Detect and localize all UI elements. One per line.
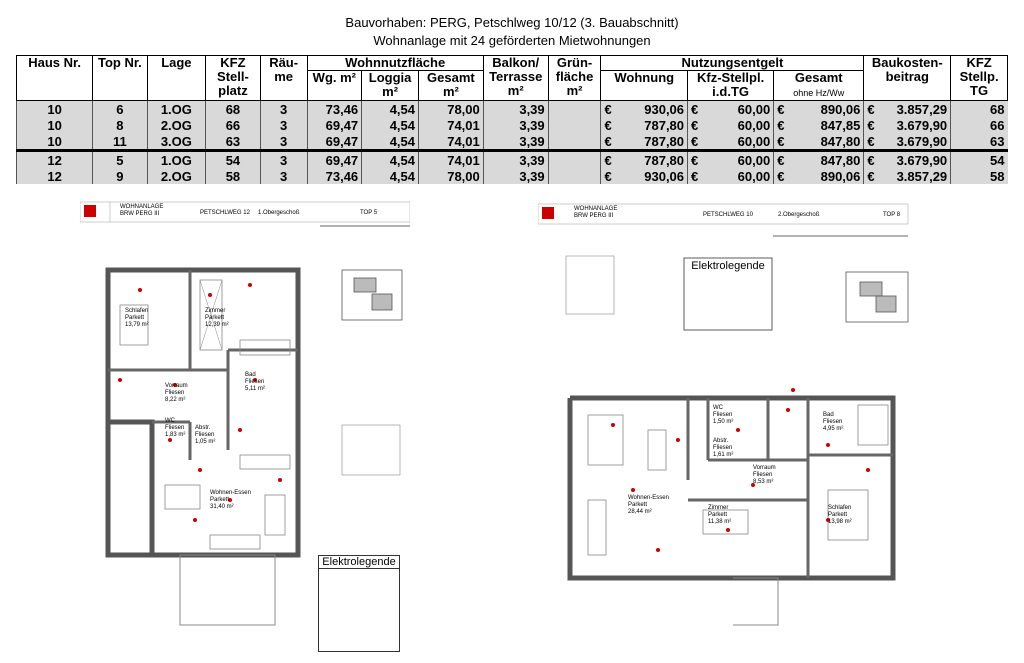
cell-raeume xyxy=(260,151,307,169)
right-plan-title: WOHNANLAGE xyxy=(574,206,618,212)
right-legend-title: Elektrolegende xyxy=(691,260,765,272)
room-sub: Parkett xyxy=(628,502,648,508)
cell-kfz-tg xyxy=(688,101,774,118)
room-sub: Fliesen xyxy=(753,472,773,478)
cell-lage xyxy=(147,151,206,169)
cell-raeume xyxy=(260,101,307,118)
cell-value: 4,54 xyxy=(389,152,415,168)
room-area: 13,79 m² xyxy=(125,322,149,328)
cell-gesamt xyxy=(419,117,484,133)
room-area: 5,11 m² xyxy=(245,386,265,392)
room-name: Abstr. xyxy=(713,438,729,444)
cell-balkon xyxy=(483,151,548,169)
room-area: 13,98 m² xyxy=(828,519,852,525)
cell-gesamt xyxy=(419,133,484,151)
room-area: 8,22 m² xyxy=(165,397,186,403)
euro-sign: € xyxy=(604,117,612,133)
col-balkon: Balkon/ Terrasse m² xyxy=(483,56,548,101)
col-raeume: Räu- me xyxy=(260,56,307,101)
room-area: 12,39 m² xyxy=(205,322,229,328)
cell-value: 930,06 xyxy=(644,168,685,184)
room-label xyxy=(210,490,251,511)
cell-kfz xyxy=(206,168,261,184)
left-elektrolegende xyxy=(318,555,400,652)
col-kfz-tg: KFZ Stellp. TG xyxy=(951,56,1008,101)
cell-balkon xyxy=(483,117,548,133)
euro-sign: € xyxy=(604,168,612,184)
euro-sign: € xyxy=(604,152,612,168)
cell-top xyxy=(93,117,147,133)
cell-loggia xyxy=(362,133,419,151)
euro-sign: € xyxy=(691,101,699,117)
cell-value: 930,06 xyxy=(644,101,685,117)
cell-value: 3,39 xyxy=(519,152,545,168)
euro-sign: € xyxy=(867,101,875,117)
cell-value: 4,54 xyxy=(389,117,415,133)
euro-sign: € xyxy=(867,152,875,168)
room-sub: Fliesen xyxy=(823,419,843,425)
room-label xyxy=(753,465,776,486)
cell-value: 54 xyxy=(990,152,1005,168)
euro-sign: € xyxy=(604,133,612,149)
table-row xyxy=(17,117,1008,133)
floor-plan-left xyxy=(80,200,410,655)
cell-value: 10 xyxy=(47,101,62,117)
cell-wohnung xyxy=(601,133,688,151)
room-label xyxy=(205,308,229,329)
cell-value: 3,39 xyxy=(519,168,545,184)
cell-value: 66 xyxy=(225,117,241,133)
cell-wohnung xyxy=(601,101,688,118)
cell-value: 847,80 xyxy=(820,152,861,168)
table-row xyxy=(17,101,1008,118)
cell-value: 3.679,90 xyxy=(896,133,948,149)
cell-value: 60,00 xyxy=(737,168,771,184)
room-area: 1,50 m² xyxy=(713,419,734,425)
euro-sign: € xyxy=(867,133,875,149)
cell-value: 787,80 xyxy=(644,117,685,133)
right-plan-sub: BRW PERG III xyxy=(574,213,614,219)
cell-wohnung xyxy=(601,117,688,133)
table-row xyxy=(17,168,1008,184)
cell-top xyxy=(93,101,147,118)
cell-gesamt-ne xyxy=(774,117,864,133)
cell-kfz-stellp xyxy=(951,151,1008,169)
cell-value: 58 xyxy=(990,168,1005,184)
cell-value: 787,80 xyxy=(644,152,685,168)
cell-baukosten xyxy=(864,117,951,133)
cell-value: 3.857,29 xyxy=(896,168,948,184)
cell-gruen xyxy=(548,168,601,184)
cell-value: 11 xyxy=(113,133,127,149)
cell-haus xyxy=(17,117,93,133)
cell-value: 3 xyxy=(280,133,288,149)
cell-value: 78,00 xyxy=(447,101,480,117)
units-table xyxy=(16,55,1008,184)
euro-sign: € xyxy=(777,133,785,149)
cell-value: 847,80 xyxy=(820,133,861,149)
cell-value: 3 xyxy=(280,117,288,133)
room-sub: Parkett xyxy=(125,315,145,321)
cell-loggia xyxy=(362,101,419,118)
cell-kfz-tg xyxy=(688,151,774,169)
cell-value: 5 xyxy=(116,152,124,168)
cell-value: 69,47 xyxy=(325,117,359,133)
cell-value: 63 xyxy=(990,133,1005,149)
room-area: 1,61 m² xyxy=(713,452,734,458)
left-plan-street: PETSCHLWEG 12 xyxy=(200,210,250,216)
cell-loggia xyxy=(362,117,419,133)
cell-kfz-stellp xyxy=(951,133,1008,151)
cell-value: 54 xyxy=(225,152,241,168)
cell-value: 10 xyxy=(47,133,62,149)
cell-value: 74,01 xyxy=(447,133,480,149)
euro-sign: € xyxy=(867,117,875,133)
cell-wohnung xyxy=(601,151,688,169)
cell-value: 60,00 xyxy=(737,101,771,117)
cell-gesamt-ne xyxy=(774,151,864,169)
room-name: Zimmer xyxy=(708,505,729,511)
room-area: 28,44 m² xyxy=(628,509,652,515)
room-name: WC xyxy=(713,405,723,411)
euro-sign: € xyxy=(777,117,785,133)
cell-value: 74,01 xyxy=(447,152,480,168)
cell-value: 847,85 xyxy=(820,117,861,133)
cell-gesamt xyxy=(419,151,484,169)
cell-wg xyxy=(307,101,362,118)
cell-value: 58 xyxy=(225,168,241,184)
room-label xyxy=(708,505,731,526)
cell-kfz-stellp xyxy=(951,101,1008,118)
col-kfz-stellpl: Kfz-Stellpl. i.d.TG xyxy=(688,71,774,101)
euro-sign: € xyxy=(777,152,785,168)
cell-baukosten xyxy=(864,168,951,184)
table-row xyxy=(17,151,1008,169)
cell-wg xyxy=(307,168,362,184)
cell-top xyxy=(93,168,147,184)
room-sub: Parkett xyxy=(210,497,230,503)
cell-value: 890,06 xyxy=(820,168,861,184)
col-baukosten: Baukosten- beitrag xyxy=(864,56,951,101)
cell-value: 69,47 xyxy=(325,133,359,149)
cell-value: 2.OG xyxy=(160,117,192,133)
cell-value: 63 xyxy=(225,133,241,149)
room-label xyxy=(165,418,185,439)
cell-lage xyxy=(147,101,206,118)
room-sub: Fliesen xyxy=(713,412,733,418)
cell-value: 8 xyxy=(116,117,124,133)
cell-kfz-tg xyxy=(688,133,774,151)
room-sub: Fliesen xyxy=(165,390,185,396)
room-sub: Fliesen xyxy=(713,445,733,451)
cell-haus xyxy=(17,168,93,184)
cell-value: 68 xyxy=(225,101,241,117)
cell-baukosten xyxy=(864,133,951,151)
cell-value: 74,01 xyxy=(447,117,480,133)
cell-top xyxy=(93,133,147,151)
cell-raeume xyxy=(260,117,307,133)
cell-wohnung xyxy=(601,168,688,184)
room-name: Wohnen-Essen xyxy=(210,490,251,496)
page-header xyxy=(0,14,1024,50)
room-label xyxy=(713,438,733,459)
cell-gruen xyxy=(548,151,601,169)
gesamt-ne-sub: ohne Hz/Ww xyxy=(793,88,845,98)
col-wohnung: Wohnung xyxy=(601,71,688,101)
cell-raeume xyxy=(260,133,307,151)
cell-value: 4,54 xyxy=(389,168,415,184)
room-area: 11,38 m² xyxy=(708,519,732,525)
room-name: Bad xyxy=(245,372,256,378)
cell-wg xyxy=(307,117,362,133)
table-row xyxy=(17,133,1008,151)
room-sub: Fliesen xyxy=(165,425,185,431)
euro-sign: € xyxy=(777,168,785,184)
col-gesamt: Gesamt m² xyxy=(419,71,484,101)
cell-value: 3.857,29 xyxy=(896,101,948,117)
cell-value: 1.OG xyxy=(160,152,192,168)
room-sub: Fliesen xyxy=(195,432,215,438)
cell-lage xyxy=(147,168,206,184)
cell-kfz xyxy=(206,151,261,169)
right-plan-floor: 2.Obergeschoß xyxy=(778,212,820,218)
left-plan-floor: 1.Obergeschoß xyxy=(258,210,300,216)
room-name: Vorraum xyxy=(165,383,188,389)
cell-wg xyxy=(307,151,362,169)
cell-value: 787,80 xyxy=(644,133,685,149)
cell-value: 3.679,90 xyxy=(896,152,948,168)
col-haus: Haus Nr. xyxy=(17,56,93,101)
header-line1: Bauvorhaben: PERG, Petschlweg 10/12 (3. Bauabschnitt) xyxy=(345,15,679,30)
cell-gesamt xyxy=(419,168,484,184)
euro-sign: € xyxy=(691,152,699,168)
cell-gesamt xyxy=(419,101,484,118)
cell-gruen xyxy=(548,133,601,151)
cell-value: 12 xyxy=(47,152,62,168)
room-label xyxy=(628,495,669,516)
cell-value: 3,39 xyxy=(519,117,545,133)
cell-value: 12 xyxy=(47,168,62,184)
cell-value: 890,06 xyxy=(820,101,861,117)
room-sub: Parkett xyxy=(708,512,728,518)
col-loggia: Loggia m² xyxy=(362,71,419,101)
col-nutzungsentgelt: Nutzungsentgelt xyxy=(601,56,864,71)
cell-value: 6 xyxy=(116,101,124,117)
cell-kfz-tg xyxy=(688,117,774,133)
room-name: Abstr. xyxy=(195,425,211,431)
cell-value: 78,00 xyxy=(447,168,480,184)
room-label xyxy=(245,372,265,393)
cell-baukosten xyxy=(864,101,951,118)
room-name: Schlafen xyxy=(125,308,149,314)
cell-value: 4,54 xyxy=(389,101,415,117)
cell-value: 69,47 xyxy=(325,152,359,168)
room-label xyxy=(195,425,215,446)
right-plan-street: PETSCHLWEG 10 xyxy=(703,212,753,218)
floor-plan-right xyxy=(538,200,918,655)
room-label xyxy=(165,383,188,404)
col-kfz: KFZ Stell- platz xyxy=(206,56,261,101)
cell-value: 60,00 xyxy=(737,152,771,168)
cell-kfz-tg xyxy=(688,168,774,184)
cell-kfz-stellp xyxy=(951,168,1008,184)
room-label xyxy=(125,308,149,329)
room-area: 8,53 m² xyxy=(753,479,774,485)
cell-value: 3.OG xyxy=(160,133,192,149)
cell-raeume xyxy=(260,168,307,184)
cell-haus xyxy=(17,151,93,169)
gesamt-ne-label: Gesamt xyxy=(794,70,843,85)
cell-gesamt-ne xyxy=(774,168,864,184)
cell-kfz xyxy=(206,101,261,118)
room-name: Wohnen-Essen xyxy=(628,495,669,501)
cell-gesamt-ne xyxy=(774,133,864,151)
cell-baukosten xyxy=(864,151,951,169)
cell-lage xyxy=(147,117,206,133)
right-plan-top: TOP 8 xyxy=(883,212,901,218)
cell-value: 60,00 xyxy=(737,133,771,149)
room-area: 4,95 m² xyxy=(823,426,844,432)
cell-value: 3,39 xyxy=(519,133,545,149)
left-plan-title: WOHNANLAGE xyxy=(120,204,164,210)
cell-haus xyxy=(17,133,93,151)
euro-sign: € xyxy=(867,168,875,184)
cell-value: 73,46 xyxy=(325,168,359,184)
cell-wg xyxy=(307,133,362,151)
cell-value: 9 xyxy=(116,168,124,184)
room-name: Schlafen xyxy=(828,505,852,511)
room-name: Bad xyxy=(823,412,834,418)
room-name: Zimmer xyxy=(205,308,226,314)
cell-value: 60,00 xyxy=(737,117,771,133)
room-area: 1,83 m² xyxy=(165,432,186,438)
cell-balkon xyxy=(483,133,548,151)
cell-value: 10 xyxy=(47,117,62,133)
left-plan-header xyxy=(120,204,163,218)
left-plan-top: TOP 5 xyxy=(360,210,378,216)
cell-kfz-stellp xyxy=(951,117,1008,133)
cell-value: 4,54 xyxy=(389,133,415,149)
room-sub: Parkett xyxy=(828,512,848,518)
cell-haus xyxy=(17,101,93,118)
room-area: 31,40 m² xyxy=(210,504,234,510)
cell-top xyxy=(93,151,147,169)
col-wg: Wg. m² xyxy=(307,71,362,101)
euro-sign: € xyxy=(777,101,785,117)
col-wohnnutzflaeche: Wohnnutzfläche xyxy=(307,56,483,71)
euro-sign: € xyxy=(691,117,699,133)
euro-sign: € xyxy=(691,168,699,184)
cell-loggia xyxy=(362,168,419,184)
cell-value: 3,39 xyxy=(519,101,545,117)
room-sub: Fliesen xyxy=(245,379,265,385)
cell-value: 73,46 xyxy=(325,101,359,117)
header-line2: Wohnanlage mit 24 geförderten Mietwohnungen xyxy=(373,33,651,48)
cell-value: 68 xyxy=(990,101,1005,117)
room-label xyxy=(713,405,733,426)
cell-value: 2.OG xyxy=(160,168,192,184)
euro-sign: € xyxy=(691,133,699,149)
room-sub: Parkett xyxy=(205,315,225,321)
room-name: WC xyxy=(165,418,175,424)
col-top: Top Nr. xyxy=(93,56,147,101)
cell-value: 3 xyxy=(280,152,288,168)
col-gruen: Grün- fläche m² xyxy=(548,56,601,101)
euro-sign: € xyxy=(604,101,612,117)
col-gesamt-ne xyxy=(774,71,864,101)
room-name: Vorraum xyxy=(753,465,776,471)
cell-value: 66 xyxy=(990,117,1005,133)
room-area: 1,05 m² xyxy=(195,439,216,445)
cell-value: 3 xyxy=(280,101,288,117)
right-plan-header xyxy=(574,206,617,220)
cell-kfz xyxy=(206,133,261,151)
cell-kfz xyxy=(206,117,261,133)
cell-gesamt-ne xyxy=(774,101,864,118)
cell-gruen xyxy=(548,101,601,118)
cell-loggia xyxy=(362,151,419,169)
room-label xyxy=(823,412,843,433)
left-legend-title: Elektrolegende xyxy=(319,556,399,569)
cell-gruen xyxy=(548,117,601,133)
cell-balkon xyxy=(483,101,548,118)
cell-balkon xyxy=(483,168,548,184)
cell-value: 3 xyxy=(280,168,288,184)
cell-value: 3.679,90 xyxy=(896,117,948,133)
room-label xyxy=(828,505,852,526)
cell-value: 1.OG xyxy=(160,101,192,117)
col-lage: Lage xyxy=(147,56,206,101)
cell-lage xyxy=(147,133,206,151)
left-plan-sub: BRW PERG III xyxy=(120,211,160,217)
